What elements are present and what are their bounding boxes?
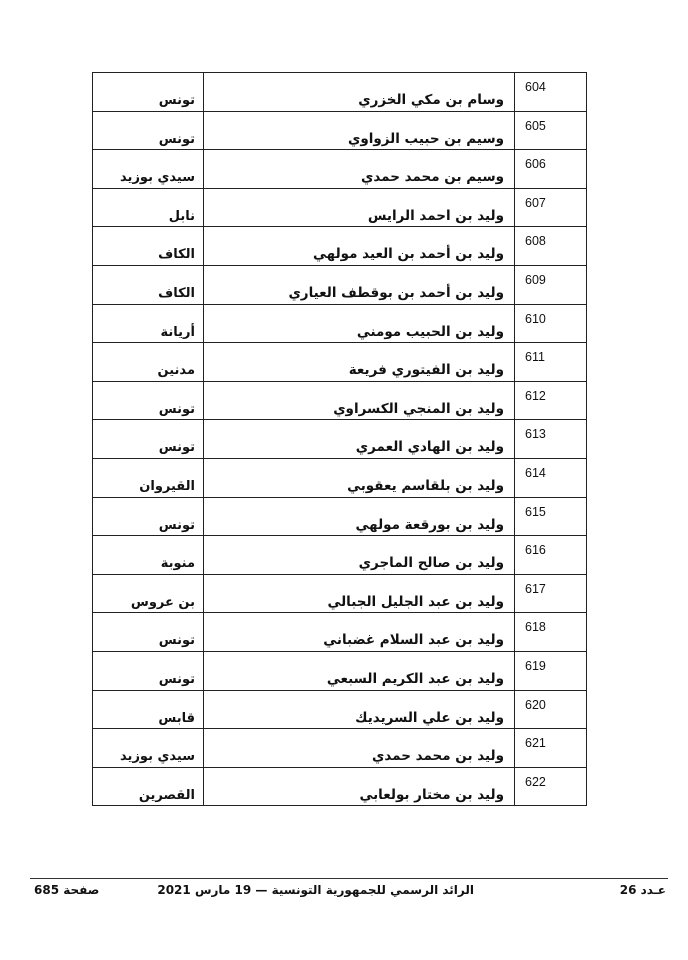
row-number-cell: [515, 767, 587, 806]
governorate-cell: [93, 381, 204, 420]
full-name-text: وليد بن الهادي العمري: [355, 439, 504, 456]
full-name-cell: [204, 729, 515, 768]
full-name-cell: [204, 188, 515, 227]
governorate-text: تونس: [158, 131, 195, 147]
governorate-cell: [93, 767, 204, 806]
governorate-text: الكاف: [158, 247, 195, 263]
table-row: [93, 651, 587, 690]
table-row: [93, 73, 587, 112]
governorate-cell: [93, 729, 204, 768]
governorate-cell: [93, 690, 204, 729]
governorate-cell: [93, 651, 204, 690]
table-row: [93, 304, 587, 343]
row-number-text: 606: [525, 157, 546, 172]
full-name-cell: [204, 343, 515, 382]
row-number-cell: [515, 536, 587, 575]
table-row: [93, 227, 587, 266]
row-number-cell: [515, 381, 587, 420]
governorate-cell: [93, 458, 204, 497]
row-number-cell: [515, 690, 587, 729]
full-name-cell: [204, 690, 515, 729]
governorate-text: تونس: [158, 517, 195, 533]
table-row: [93, 111, 587, 150]
table-body: [93, 73, 587, 806]
governorate-cell: [93, 613, 204, 652]
row-number-text: 609: [525, 272, 546, 287]
full-name-text: وليد بن الفيتوري فريعة: [348, 362, 504, 379]
row-number-text: 620: [525, 697, 546, 712]
governorate-text: مدنين: [157, 363, 195, 379]
governorate-text: تونس: [158, 633, 195, 649]
row-number-cell: [515, 188, 587, 227]
row-number-text: 605: [525, 118, 546, 133]
row-number-text: 611: [525, 350, 545, 365]
row-number-cell: [515, 458, 587, 497]
full-name-cell: [204, 767, 515, 806]
governorate-text: بن عروس: [130, 594, 195, 610]
full-name-text: وليد بن عبد السلام غضباني: [323, 632, 504, 649]
governorate-cell: [93, 188, 204, 227]
governorate-cell: [93, 497, 204, 536]
full-name-text: وليد بن أحمد بن العيد مولهي: [313, 246, 504, 263]
row-number-text: 622: [525, 774, 546, 789]
governorate-cell: [93, 304, 204, 343]
full-name-cell: [204, 265, 515, 304]
full-name-cell: [204, 304, 515, 343]
footer-divider: [30, 878, 668, 879]
full-name-text: وليد بن صالح الماجري: [358, 555, 504, 572]
full-name-cell: [204, 227, 515, 266]
table-row: [93, 536, 587, 575]
full-name-text: وسام بن مكي الخزري: [358, 92, 504, 108]
row-number-text: 613: [525, 427, 546, 442]
row-number-text: 617: [525, 581, 546, 596]
table-row: [93, 767, 587, 806]
table-row: [93, 574, 587, 613]
row-number-cell: [515, 497, 587, 536]
page-number: صفحة 685: [34, 883, 100, 897]
full-name-text: وليد بن مختار بولعابي: [359, 786, 504, 803]
issue-number: عـدد 26: [619, 883, 666, 897]
table-row: [93, 150, 587, 189]
table-row: [93, 458, 587, 497]
row-number-cell: [515, 420, 587, 459]
full-name-text: وسيم بن محمد حمدي: [361, 169, 504, 186]
full-name-text: وليد بن المنجي الكسراوي: [333, 400, 504, 417]
row-number-cell: [515, 265, 587, 304]
full-name-cell: [204, 574, 515, 613]
full-name-text: وليد بن محمد حمدي: [372, 748, 504, 765]
full-name-cell: [204, 651, 515, 690]
full-name-cell: [204, 73, 515, 112]
row-number-text: 612: [525, 388, 546, 403]
governorate-text: القصرين: [138, 787, 195, 803]
governorate-text: سيدي بوزيد: [120, 170, 195, 186]
full-name-cell: [204, 613, 515, 652]
table-row: [93, 729, 587, 768]
full-name-text: وليد بن عبد الكريم السبعي: [326, 670, 504, 687]
row-number-cell: [515, 73, 587, 112]
full-name-text: وليد بن الحبيب مومني: [356, 323, 504, 340]
governorate-cell: [93, 111, 204, 150]
table-row: [93, 265, 587, 304]
table-row: [93, 343, 587, 382]
governorate-text: تونس: [158, 93, 195, 108]
governorate-text: القيروان: [139, 478, 195, 494]
full-name-cell: [204, 150, 515, 189]
full-name-text: وليد بن احمد الرايس: [367, 207, 504, 224]
row-number-cell: [515, 227, 587, 266]
row-number-cell: [515, 729, 587, 768]
full-name-text: وسيم بن حبيب الزواوي: [347, 130, 504, 147]
row-number-text: 607: [525, 195, 546, 210]
governorate-text: نابل: [168, 208, 195, 224]
governorate-text: الكاف: [158, 285, 195, 301]
governorate-text: أريانة: [160, 324, 195, 340]
governorate-cell: [93, 150, 204, 189]
governorate-cell: [93, 536, 204, 575]
table-row: [93, 420, 587, 459]
row-number-text: 621: [525, 736, 546, 751]
row-number-cell: [515, 111, 587, 150]
governorate-text: تونس: [158, 671, 195, 687]
full-name-cell: [204, 458, 515, 497]
governorate-cell: [93, 227, 204, 266]
row-number-cell: [515, 613, 587, 652]
governorate-text: قابس: [158, 710, 195, 726]
table-row: [93, 690, 587, 729]
full-name-cell: [204, 420, 515, 459]
governorate-text: تونس: [158, 440, 195, 456]
names-table: [92, 72, 587, 806]
full-name-cell: [204, 381, 515, 420]
governorate-cell: [93, 265, 204, 304]
row-number-cell: [515, 304, 587, 343]
governorate-cell: [93, 574, 204, 613]
full-name-text: وليد بن عبد الجليل الجبالي: [327, 593, 504, 610]
row-number-cell: [515, 150, 587, 189]
governorate-text: سيدي بوزيد: [120, 749, 195, 765]
row-number-text: 610: [525, 311, 546, 326]
row-number-cell: [515, 343, 587, 382]
full-name-cell: [204, 536, 515, 575]
full-name-cell: [204, 497, 515, 536]
row-number-text: 608: [525, 234, 546, 249]
governorate-text: تونس: [158, 401, 195, 417]
full-name-text: وليد بن أحمد بن بوقطف العياري: [288, 284, 504, 301]
full-name-text: وليد بن بورقعة مولهي: [355, 516, 504, 533]
gazette-title: الرائد الرسمي للجمهورية التونسية — 19 مارس 2021: [157, 883, 474, 897]
row-number-text: 615: [525, 504, 546, 519]
governorate-cell: [93, 73, 204, 112]
governorate-cell: [93, 420, 204, 459]
governorate-cell: [93, 343, 204, 382]
table-row: [93, 613, 587, 652]
row-number-text: 618: [525, 620, 546, 635]
governorate-text: منوبة: [160, 556, 195, 572]
row-number-text: 616: [525, 543, 546, 558]
full-name-text: وليد بن علي السريديك: [355, 709, 504, 726]
row-number-text: 619: [525, 658, 546, 673]
row-number-text: 604: [525, 80, 546, 94]
row-number-cell: [515, 651, 587, 690]
row-number-text: 614: [525, 465, 546, 480]
full-name-text: وليد بن بلقاسم يعقوبي: [347, 477, 504, 494]
row-number-cell: [515, 574, 587, 613]
table-row: [93, 497, 587, 536]
full-name-cell: [204, 111, 515, 150]
table-row: [93, 381, 587, 420]
table-row: [93, 188, 587, 227]
